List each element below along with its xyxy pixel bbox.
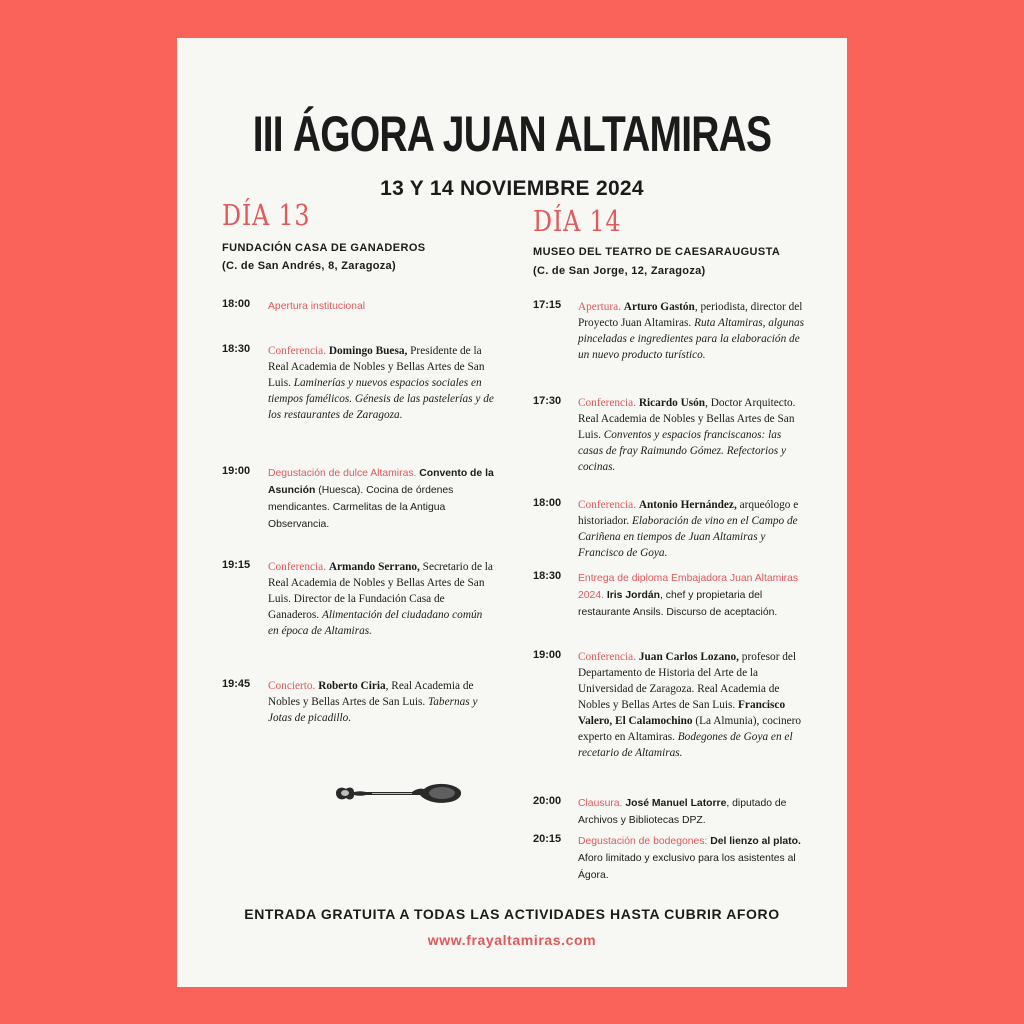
day13-address: (C. de San Andrés, 8, Zaragoza) xyxy=(222,260,396,272)
event-time: 18:00 xyxy=(222,298,251,310)
event-text: Domingo Buesa, xyxy=(328,345,408,357)
event-description xyxy=(268,343,494,423)
event-time: 20:15 xyxy=(533,833,562,845)
page-title: III ÁGORA JUAN ALTAMIRAS xyxy=(252,106,772,162)
event-text: Conferencia. xyxy=(268,561,329,573)
event-text: Conventos y espacios franciscanos: las casas de fray Raimundo Gómez. Refectorios y cocinas. xyxy=(578,429,787,473)
program-sheet xyxy=(177,38,847,987)
event-description xyxy=(578,497,806,561)
event-text: Convento de la Asunción xyxy=(268,468,494,496)
event-text: Armando Serrano, xyxy=(328,561,420,573)
free-entry-notice: ENTRADA GRATUITA A TODAS LAS ACTIVIDADES HASTA CUBRIR AFORO xyxy=(244,906,780,922)
event-text: Secretario de la Real Academia de Nobles y Bellas Artes de San Luis. Director de la Fundación Casa de Ganaderos. xyxy=(268,561,493,621)
event-time: 17:15 xyxy=(533,299,562,311)
event-text: Iris Jordán xyxy=(606,590,660,601)
event-time: 20:00 xyxy=(533,795,562,807)
event-dates: 13 Y 14 NOVIEMBRE 2024 xyxy=(380,177,644,200)
event-time: 19:15 xyxy=(222,559,251,571)
event-text: Degustación de bodegones: xyxy=(578,836,708,847)
event-text: Conferencia. xyxy=(578,397,639,409)
event-text: Elaboración de vino en el Campo de Cariñena en tiempos de Juan Altamiras y Francisco de Goya. xyxy=(578,515,798,559)
event-time: 17:30 xyxy=(533,395,562,407)
event-text: Laminerías y nuevos espacios sociales en tiempos famélicos. Génesis de las pastelerías y de los restaurantes de Zaragoza. xyxy=(268,377,494,421)
day13-venue: FUNDACIÓN CASA DE GANADEROS xyxy=(222,242,426,254)
event-text: Apertura institucional xyxy=(268,301,366,312)
event-description xyxy=(578,649,806,761)
event-description xyxy=(268,298,494,315)
event-text: profesor del Departamento de Historia del Arte de la Universidad de Zaragoza. Real Academia de Nobles y Bellas Artes de San Luis. xyxy=(578,651,797,711)
event-text: Ruta Altamiras, algunas pinceladas e ingredientes para la elaboración de un nuevo producto turístico. xyxy=(578,317,805,361)
event-text: , Doctor Arquitecto. Real Academia de Nobles y Bellas Artes de San Luis. xyxy=(578,397,796,441)
event-time: 18:30 xyxy=(222,343,251,355)
website-link[interactable]: www.frayaltamiras.com xyxy=(427,932,597,948)
event-text: , periodista, director del Proyecto Juan Altamiras. xyxy=(578,301,803,329)
event-text: Clausura. xyxy=(578,798,623,809)
event-description xyxy=(578,833,806,884)
event-text: (La Almunia), cocinero experto en Altamiras. xyxy=(578,715,802,743)
event-description xyxy=(578,795,806,829)
event-text: Roberto Ciria xyxy=(318,680,386,692)
event-description xyxy=(578,570,806,621)
event-text: Conferencia. xyxy=(578,499,639,511)
event-description xyxy=(268,559,494,639)
event-text: , Real Academia de Nobles y Bellas Artes de San Luis. xyxy=(268,680,474,708)
event-text: Entrega de diploma Embajadora Juan Altamiras 2024. xyxy=(578,573,799,601)
event-text: (Huesca). Cocina de órdenes mendicantes. Carmelitas de la Antigua Observancia. xyxy=(268,485,454,530)
event-time: 19:45 xyxy=(222,678,251,690)
day13-heading: DÍA 13 xyxy=(222,198,311,232)
event-text: José Manuel Latorre xyxy=(625,798,727,809)
event-time: 19:00 xyxy=(222,465,251,477)
event-text: Bodegones de Goya en el recetario de Altamiras. xyxy=(578,731,793,759)
event-text: Arturo Gastón xyxy=(623,301,695,313)
event-description xyxy=(578,299,806,363)
event-time: 19:00 xyxy=(533,649,562,661)
event-description xyxy=(578,395,806,475)
event-text: Antonio Hernández, xyxy=(638,499,737,511)
spoon-icon xyxy=(332,778,464,813)
event-text: Degustación de dulce Altamiras. xyxy=(268,468,417,479)
event-text: , chef y propietaria del restaurante Ansils. Discurso de aceptación. xyxy=(578,590,778,618)
event-text: Aforo limitado y exclusivo para los asistentes al Ágora. xyxy=(578,853,796,881)
event-text: arqueólogo e historiador. xyxy=(578,499,799,527)
day14-heading: DÍA 14 xyxy=(533,204,622,238)
event-text: Del lienzo al plato. xyxy=(710,836,801,847)
event-time: 18:00 xyxy=(533,497,562,509)
event-description xyxy=(268,678,494,726)
event-time: 18:30 xyxy=(533,570,562,582)
event-text: Alimentación del ciudadano común en época de Altamiras. xyxy=(268,609,483,637)
event-text: Ricardo Usón xyxy=(638,397,706,409)
event-text: Apertura. xyxy=(578,301,624,313)
event-text: , diputado de Archivos y Bibliotecas DPZ. xyxy=(578,798,787,826)
event-description xyxy=(268,465,494,533)
event-text: Francisco Valero, El Calamochino xyxy=(578,699,786,727)
day14-address: (C. de San Jorge, 12, Zaragoza) xyxy=(533,265,706,277)
event-text: Juan Carlos Lozano, xyxy=(638,651,739,663)
event-text: Tabernas y Jotas de picadillo. xyxy=(268,696,478,724)
event-text: Conferencia. xyxy=(268,345,329,357)
event-text: Conferencia. xyxy=(578,651,639,663)
event-text: Presidente de la Real Academia de Nobles y Bellas Artes de San Luis. xyxy=(268,345,485,389)
day14-venue: MUSEO DEL TEATRO DE CAESARAUGUSTA xyxy=(533,246,781,258)
event-text: Concierto. xyxy=(268,680,319,692)
